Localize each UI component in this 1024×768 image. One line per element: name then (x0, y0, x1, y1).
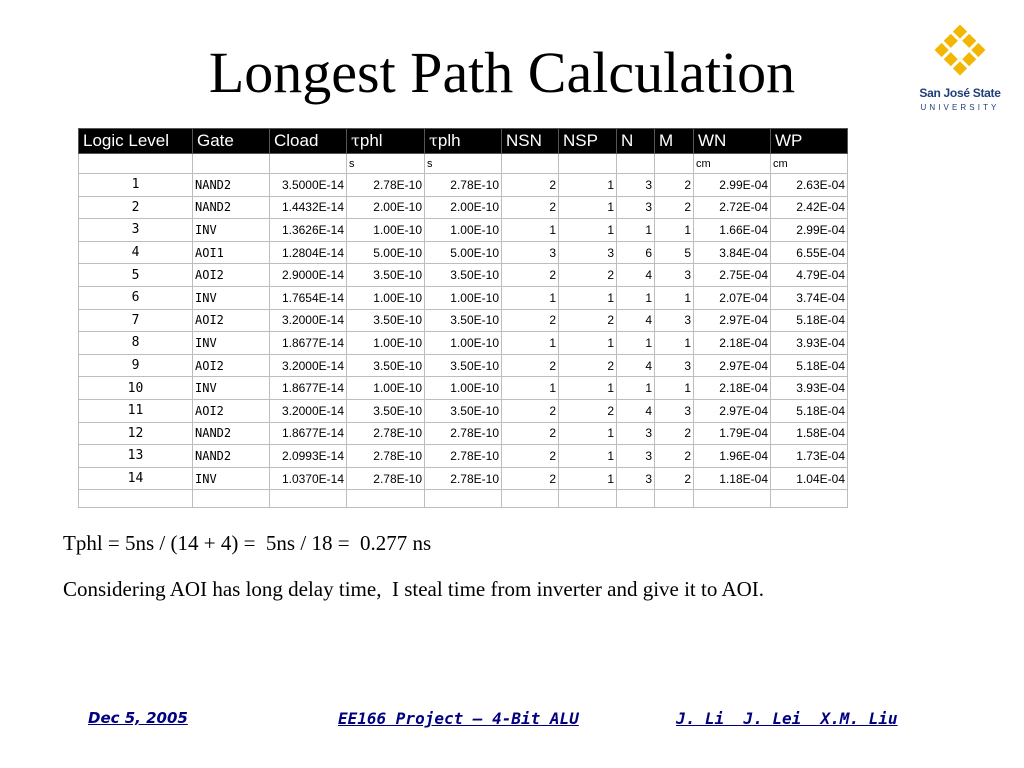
table-cell: 3.93E-04 (771, 332, 848, 355)
table-cell: 2.78E-10 (347, 445, 425, 468)
table-cell: 3 (655, 309, 694, 332)
table-cell: 2 (502, 174, 559, 197)
footer-date: Dec 5, 2005 (88, 709, 188, 727)
table-cell: INV (193, 377, 270, 400)
unit-cell (270, 154, 347, 174)
table-cell: 2.75E-04 (694, 264, 771, 287)
table-cell: 2.99E-04 (694, 174, 771, 197)
table-cell: 1.00E-10 (347, 219, 425, 242)
table-cell: 2.00E-10 (425, 196, 502, 219)
logo-emblem-icon (932, 22, 988, 78)
table-row (79, 332, 848, 355)
table-cell: 1.00E-10 (347, 332, 425, 355)
table-cell: 1 (617, 219, 655, 242)
table-row (79, 264, 848, 287)
table-cell: 4.79E-04 (771, 264, 848, 287)
column-header: Gate (193, 129, 270, 154)
table-row (79, 399, 848, 422)
table-cell: 2 (502, 354, 559, 377)
table-cell: 3.93E-04 (771, 377, 848, 400)
table-cell: 5 (655, 241, 694, 264)
unit-cell: s (425, 154, 502, 174)
units-row (79, 154, 848, 174)
university-logo (908, 22, 1012, 122)
table-cell: 3.50E-10 (425, 399, 502, 422)
table-cell: 3 (655, 354, 694, 377)
table-cell: 1.8677E-14 (270, 332, 347, 355)
tphl-formula: Tphl = 5ns / (14 + 4) = 5ns / 18 = 0.277 ns (63, 531, 432, 555)
empty-cell (694, 490, 771, 508)
table-cell: 1 (655, 332, 694, 355)
table-cell: 5.00E-10 (425, 241, 502, 264)
table-cell: 1 (559, 377, 617, 400)
table-cell: 1 (502, 219, 559, 242)
empty-cell (347, 490, 425, 508)
unit-cell (193, 154, 270, 174)
table-cell: AOI2 (193, 399, 270, 422)
table-cell: 1 (559, 286, 617, 309)
table-cell: 2.78E-10 (425, 174, 502, 197)
empty-cell (502, 490, 559, 508)
table-cell: 2.78E-10 (347, 174, 425, 197)
aoi-note: Considering AOI has long delay time, I steal time from inverter and give it to AOI. (63, 577, 765, 601)
table-cell: 6 (79, 286, 193, 309)
table-cell: 1 (502, 377, 559, 400)
table-cell: 1 (559, 332, 617, 355)
table-cell: 3.50E-10 (347, 309, 425, 332)
empty-row (79, 490, 848, 508)
table-cell: 1.58E-04 (771, 422, 848, 445)
table-cell: INV (193, 332, 270, 355)
table-cell: 2 (559, 354, 617, 377)
table-cell: 1 (655, 286, 694, 309)
table-cell: 1.00E-10 (425, 286, 502, 309)
table-row (79, 219, 848, 242)
table-cell: 1 (559, 467, 617, 490)
table-cell: 3 (502, 241, 559, 264)
table-cell: 3 (617, 422, 655, 445)
table-cell: 1.7654E-14 (270, 286, 347, 309)
table-cell: 1.3626E-14 (270, 219, 347, 242)
table-row (79, 196, 848, 219)
table-cell: 1 (559, 196, 617, 219)
table-cell: 1 (617, 377, 655, 400)
column-header-label: phl (359, 131, 383, 150)
table-cell: 2.78E-10 (425, 445, 502, 468)
table-cell: 5.18E-04 (771, 309, 848, 332)
column-header: NSN (502, 129, 559, 154)
table-cell: 2 (655, 467, 694, 490)
table-cell: INV (193, 219, 270, 242)
table-cell: 3.5000E-14 (270, 174, 347, 197)
table-cell: 9 (79, 354, 193, 377)
table-cell: 3 (617, 174, 655, 197)
column-header: NSP (559, 129, 617, 154)
column-header: M (655, 129, 694, 154)
table-cell: 1.18E-04 (694, 467, 771, 490)
table-cell: 2 (559, 399, 617, 422)
table-cell: 4 (79, 241, 193, 264)
column-header: Cload (270, 129, 347, 154)
table-cell: 3.50E-10 (425, 354, 502, 377)
table-cell: 2 (502, 422, 559, 445)
slide-title: Longest Path Calculation (208, 40, 796, 105)
table-cell: 1.4432E-14 (270, 196, 347, 219)
table-cell: 3.84E-04 (694, 241, 771, 264)
table-cell: 1.66E-04 (694, 219, 771, 242)
table-cell: 1 (655, 219, 694, 242)
table-cell: 2.78E-10 (425, 467, 502, 490)
table-cell: 2.97E-04 (694, 309, 771, 332)
table-cell: 11 (79, 399, 193, 422)
table-cell: 3 (559, 241, 617, 264)
table-cell: 2.9000E-14 (270, 264, 347, 287)
footer-authors: J. Li J. Lei X.M. Liu (676, 709, 898, 728)
footer-project: EE166 Project – 4-Bit ALU (338, 709, 579, 728)
column-header: N (617, 129, 655, 154)
table-cell: AOI1 (193, 241, 270, 264)
table-cell: 1 (559, 219, 617, 242)
unit-cell (655, 154, 694, 174)
table-cell: 1.2804E-14 (270, 241, 347, 264)
table-cell: 3 (617, 196, 655, 219)
table-cell: 5 (79, 264, 193, 287)
table-cell: 2.42E-04 (771, 196, 848, 219)
empty-cell (79, 490, 193, 508)
unit-cell (617, 154, 655, 174)
table-cell: 1 (559, 174, 617, 197)
table-cell: 13 (79, 445, 193, 468)
empty-cell (193, 490, 270, 508)
table-cell: INV (193, 286, 270, 309)
table-cell: 2.78E-10 (347, 467, 425, 490)
table-cell: 2.00E-10 (347, 196, 425, 219)
table-cell: 2 (502, 399, 559, 422)
table-cell: 1.04E-04 (771, 467, 848, 490)
table-cell: 5.18E-04 (771, 354, 848, 377)
table-cell: 2.97E-04 (694, 354, 771, 377)
table-cell: INV (193, 467, 270, 490)
column-header (347, 129, 425, 154)
table-cell: NAND2 (193, 174, 270, 197)
table-cell: 2.07E-04 (694, 286, 771, 309)
table-cell: 10 (79, 377, 193, 400)
table-cell: 1.0370E-14 (270, 467, 347, 490)
table-cell: 2 (502, 445, 559, 468)
table-cell: 3.50E-10 (347, 264, 425, 287)
table-cell: AOI2 (193, 264, 270, 287)
table-row (79, 354, 848, 377)
table-row (79, 174, 848, 197)
unit-cell (559, 154, 617, 174)
table-cell: 1.96E-04 (694, 445, 771, 468)
table-cell: 3.2000E-14 (270, 354, 347, 377)
table-cell: 1 (79, 174, 193, 197)
table-cell: 3 (655, 399, 694, 422)
table-cell: 2.99E-04 (771, 219, 848, 242)
table-cell: 1 (502, 286, 559, 309)
table-cell: 3 (655, 264, 694, 287)
logo-university-name: San José State (919, 86, 1001, 100)
table-cell: 4 (617, 354, 655, 377)
table-row (79, 377, 848, 400)
table-cell: 2.18E-04 (694, 377, 771, 400)
table-cell: 1 (559, 422, 617, 445)
table-cell: 1.00E-10 (425, 219, 502, 242)
table-cell: 3.50E-10 (425, 264, 502, 287)
table-cell: 4 (617, 264, 655, 287)
column-header-label: plh (437, 131, 461, 150)
table-cell: 1.73E-04 (771, 445, 848, 468)
table-cell: 1.00E-10 (425, 332, 502, 355)
table-cell: 3.2000E-14 (270, 399, 347, 422)
unit-cell (502, 154, 559, 174)
table-cell: 1.8677E-14 (270, 377, 347, 400)
table-cell: 4 (617, 309, 655, 332)
table-cell: 2.0993E-14 (270, 445, 347, 468)
table-cell: 2 (502, 309, 559, 332)
table-cell: 2 (559, 309, 617, 332)
table-cell: 2 (502, 467, 559, 490)
column-header: WN (694, 129, 771, 154)
empty-cell (771, 490, 848, 508)
table-cell: 2.78E-10 (425, 422, 502, 445)
tau-symbol: τ (351, 131, 360, 150)
table-cell: 2.63E-04 (771, 174, 848, 197)
column-header (425, 129, 502, 154)
table-cell: 5.18E-04 (771, 399, 848, 422)
table-cell: 3 (617, 467, 655, 490)
unit-cell: cm (694, 154, 771, 174)
table-cell: 1.00E-10 (347, 286, 425, 309)
table-cell: 6.55E-04 (771, 241, 848, 264)
table-cell: 2.97E-04 (694, 399, 771, 422)
table-cell: NAND2 (193, 422, 270, 445)
table-cell: 2 (502, 196, 559, 219)
table-cell: 1.8677E-14 (270, 422, 347, 445)
table-cell: 12 (79, 422, 193, 445)
table-cell: 3.2000E-14 (270, 309, 347, 332)
table-row (79, 241, 848, 264)
table-cell: 2 (655, 422, 694, 445)
table-row (79, 445, 848, 468)
empty-cell (559, 490, 617, 508)
table-cell: 2 (79, 196, 193, 219)
column-header: Logic Level (79, 129, 193, 154)
table-cell: 4 (617, 399, 655, 422)
table-cell: 14 (79, 467, 193, 490)
unit-cell (79, 154, 193, 174)
table-cell: 1 (559, 445, 617, 468)
table-cell: AOI2 (193, 309, 270, 332)
table-row (79, 422, 848, 445)
table-cell: 1.00E-10 (347, 377, 425, 400)
table-cell: 1 (655, 377, 694, 400)
empty-cell (270, 490, 347, 508)
table-cell: NAND2 (193, 445, 270, 468)
table-cell: 3 (79, 219, 193, 242)
table-header-row (79, 129, 848, 154)
table-row (79, 286, 848, 309)
table-cell: 2.78E-10 (347, 422, 425, 445)
table-cell: 3.50E-10 (347, 354, 425, 377)
table-cell: 3.74E-04 (771, 286, 848, 309)
table-cell: 2 (559, 264, 617, 287)
table-cell: 2 (655, 174, 694, 197)
unit-cell: s (347, 154, 425, 174)
column-header: WP (771, 129, 848, 154)
table-cell: 3 (617, 445, 655, 468)
empty-cell (617, 490, 655, 508)
table-cell: 2 (502, 264, 559, 287)
table-cell: 2.18E-04 (694, 332, 771, 355)
table-cell: 2 (655, 196, 694, 219)
table-cell: 1 (502, 332, 559, 355)
table-cell: NAND2 (193, 196, 270, 219)
table-cell: 7 (79, 309, 193, 332)
empty-cell (425, 490, 502, 508)
table-row (79, 467, 848, 490)
table-cell: 3.50E-10 (425, 309, 502, 332)
tau-symbol: τ (429, 131, 438, 150)
table-cell: 1 (617, 332, 655, 355)
table-row (79, 309, 848, 332)
table-cell: 5.00E-10 (347, 241, 425, 264)
table-cell: 2 (655, 445, 694, 468)
table-cell: 1.79E-04 (694, 422, 771, 445)
table-cell: 3.50E-10 (347, 399, 425, 422)
table-cell: 1 (617, 286, 655, 309)
table-cell: 8 (79, 332, 193, 355)
table-cell: 2.72E-04 (694, 196, 771, 219)
table-cell: 6 (617, 241, 655, 264)
table-cell: 1.00E-10 (425, 377, 502, 400)
logo-university-word: UNIVERSITY (920, 103, 1000, 112)
table-cell: AOI2 (193, 354, 270, 377)
path-table (78, 128, 848, 508)
unit-cell: cm (771, 154, 848, 174)
empty-cell (655, 490, 694, 508)
